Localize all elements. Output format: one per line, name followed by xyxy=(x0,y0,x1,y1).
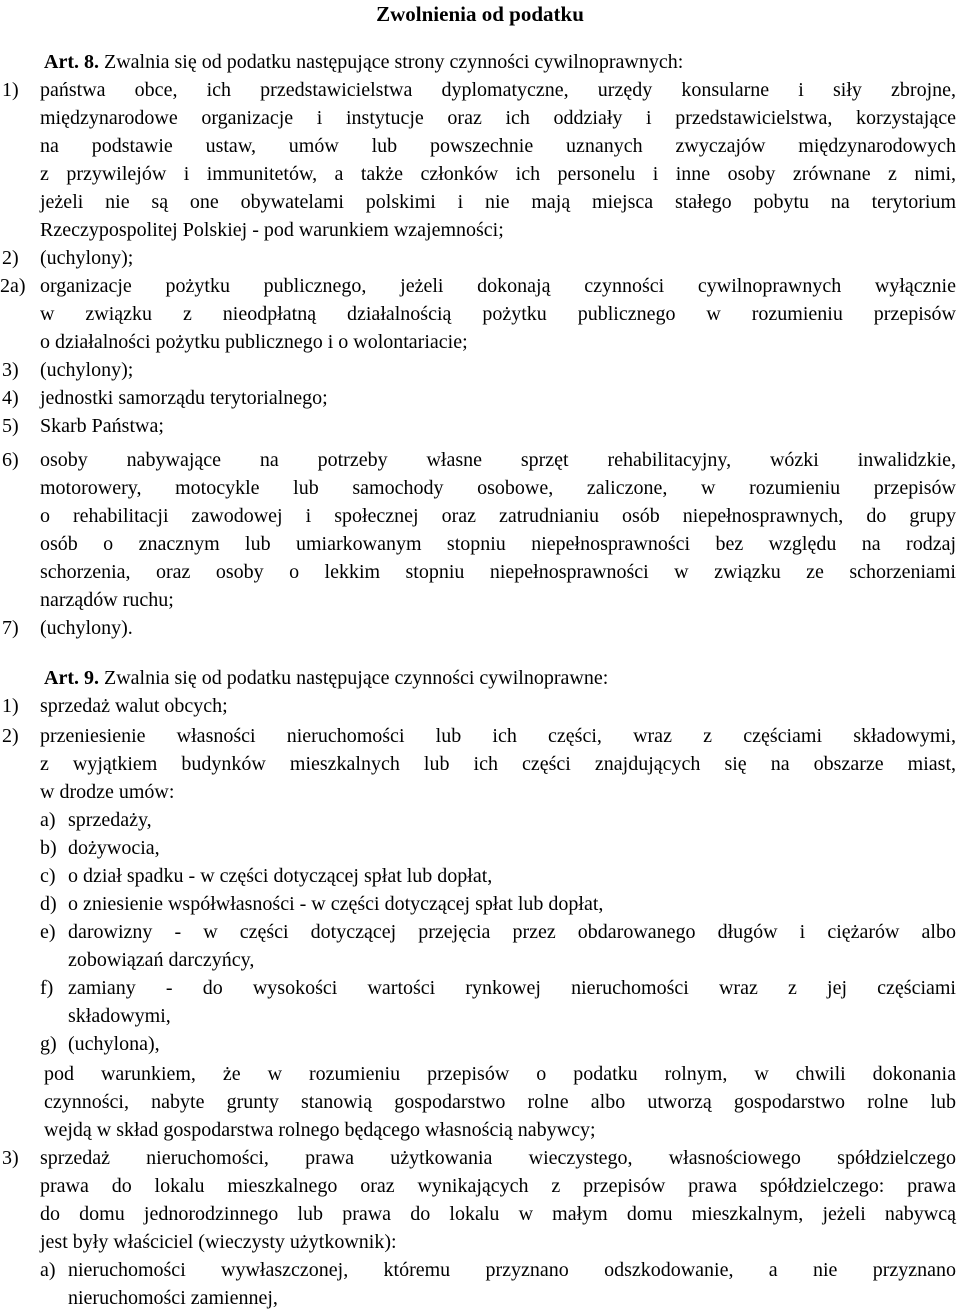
text-line: w drodze umów: xyxy=(40,781,175,803)
text-line: o działalności pożytku publicznego i o wolontariacie; xyxy=(40,331,468,353)
item-number: 1) xyxy=(2,79,19,101)
item-number: a) xyxy=(40,1259,56,1281)
text-line: czynności, nabyte grunty stanowią gospodarstwo rolne albo utworzą gospodarstwo rolne lub xyxy=(44,1091,956,1113)
item-text xyxy=(68,834,956,862)
text-line: prawa do lokalu mieszkalnego oraz wynikających z przepisów prawa spółdzielczego: prawa xyxy=(40,1175,956,1197)
text-line: zobowiązań darczyńcy, xyxy=(68,949,255,971)
text-line: w związku z nieodpłatną działalnością pożytku publicznego w rozumieniu przepisów xyxy=(40,303,956,325)
text-line: o rehabilitacji zawodowej i społecznej oraz zatrudnianiu osób niepełnosprawnych, do grupy xyxy=(40,505,956,527)
text-line: międzynarodowe organizacje i instytucje oraz ich oddziały i przedstawicielstwa, korzystające xyxy=(40,107,956,129)
text-line: z przywilejów i immunitetów, a także członków ich personelu i inne osoby zrównane z nimi, xyxy=(40,163,956,185)
text-line: schorzenia, oraz osoby o lekkim stopniu niepełnosprawności w związku ze schorzeniami xyxy=(40,561,956,583)
text-line: jednostki samorządu terytorialnego; xyxy=(40,387,328,409)
text-line: organizacje pożytku publicznego, jeżeli dokonają czynności cywilnoprawnych wyłącznie xyxy=(40,275,956,297)
item-number: 3) xyxy=(2,359,19,381)
item-number: 1) xyxy=(2,695,19,717)
text-line: o dział spadku - w części dotyczącej spłat lub dopłat, xyxy=(68,865,493,887)
text-line: narządów ruchu; xyxy=(40,589,174,611)
item-text xyxy=(40,76,956,244)
item-number: 7) xyxy=(2,617,19,639)
text-line: (uchylony). xyxy=(40,617,133,639)
item-text xyxy=(40,614,956,642)
article-9-item-2-continuation xyxy=(44,1060,956,1144)
item-number: e) xyxy=(40,921,56,943)
item-text xyxy=(40,446,956,614)
item-text xyxy=(40,384,956,412)
article-9-heading xyxy=(0,664,956,692)
text-line: sprzedaż walut obcych; xyxy=(40,695,228,717)
text-line: motorowery, motocykle lub samochody osobowe, zaliczone, w rozumieniu przepisów xyxy=(40,477,956,499)
item-number: 2) xyxy=(2,247,19,269)
article-8-intro: Zwalnia się od podatku następujące strony czynności cywilnoprawnych: xyxy=(103,51,684,73)
item-text xyxy=(40,722,956,806)
text-line: nieruchomości zamiennej, xyxy=(68,1287,278,1309)
item-text xyxy=(40,356,956,384)
item-number: 2) xyxy=(2,725,19,747)
text-line: darowizny - w części dotyczącej przejęcia przez obdarowanego długów i ciężarów albo xyxy=(68,921,956,943)
text-line: do domu jednorodzinnego lub prawa do lokalu w małym domu mieszkalnym, jeżeli nabywcą xyxy=(40,1203,956,1225)
text-line: nieruchomości wywłaszczonej, któremu przyznano odszkodowanie, a nie przyznano xyxy=(68,1259,956,1281)
text-line: jest były właściciel (wieczysty użytkownik): xyxy=(40,1231,397,1253)
item-number: 6) xyxy=(2,449,19,471)
item-number: b) xyxy=(40,837,57,859)
article-9-label: Art. 9. xyxy=(44,667,99,689)
item-number: 5) xyxy=(2,415,19,437)
item-text xyxy=(68,862,956,890)
article-8-heading xyxy=(0,48,956,76)
item-number: 4) xyxy=(2,387,19,409)
item-text xyxy=(68,974,956,1030)
text-line: Rzeczypospolitej Polskiej - pod warunkiem wzajemności; xyxy=(40,219,504,241)
item-text xyxy=(68,918,956,974)
item-number: 2a) xyxy=(0,275,26,297)
article-9-intro: Zwalnia się od podatku następujące czynności cywilnoprawne: xyxy=(103,667,609,689)
text-line: zamiany - do wysokości wartości rynkowej nieruchomości wraz z jej częściami xyxy=(68,977,956,999)
item-number: d) xyxy=(40,893,57,915)
text-line: sprzedaży, xyxy=(68,809,152,831)
item-number: g) xyxy=(40,1033,57,1055)
item-number: a) xyxy=(40,809,56,831)
item-text xyxy=(68,1256,956,1312)
item-text xyxy=(40,272,956,356)
item-text xyxy=(40,692,956,720)
text-line: na podstawie ustaw, umów lub powszechnie uznanych zwyczajów międzynarodowych xyxy=(40,135,956,157)
item-text xyxy=(68,890,956,918)
item-number: f) xyxy=(40,977,54,999)
text-line: o zniesienie współwłasności - w części dotyczącej spłat lub dopłat, xyxy=(68,893,604,915)
document-title: Zwolnienia od podatku xyxy=(376,2,584,26)
item-number: c) xyxy=(40,865,56,887)
text-line: z wyjątkiem budynków mieszkalnych lub ich części znajdujących się na obszarze miast, xyxy=(40,753,956,775)
text-line: osób o znacznym lub umiarkowanym stopniu niepełnosprawności bez względu na rodzaj xyxy=(40,533,956,555)
item-text xyxy=(40,244,956,272)
text-line: jeżeli nie są one obywatelami polskimi i nie mają miejsca stałego pobytu na terytorium xyxy=(40,191,956,213)
text-line: osoby nabywające na potrzeby własne sprzęt rehabilitacyjny, wózki inwalidzkie, xyxy=(40,449,956,471)
text-line: składowymi, xyxy=(68,1005,171,1027)
text-line: Skarb Państwa; xyxy=(40,415,164,437)
item-text xyxy=(68,806,956,834)
item-text xyxy=(40,412,956,440)
text-line: (uchylony); xyxy=(40,247,134,269)
text-line: (uchylony); xyxy=(40,359,134,381)
text-line: pod warunkiem, że w rozumieniu przepisów o podatku rolnym, w chwili dokonania xyxy=(44,1063,956,1085)
text-line: dożywocia, xyxy=(68,837,160,859)
text-line: przeniesienie własności nieruchomości lub ich części, wraz z częściami składowymi, xyxy=(40,725,956,747)
item-text xyxy=(68,1030,956,1058)
text-line: sprzedaż nieruchomości, prawa użytkowania wieczystego, własnościowego spółdzielczego xyxy=(40,1147,956,1169)
item-number: 3) xyxy=(2,1147,19,1169)
text-line: państwa obce, ich przedstawicielstwa dyplomatyczne, urzędy konsularne i siły zbrojne, xyxy=(40,79,956,101)
text-line: (uchylona), xyxy=(68,1033,160,1055)
article-8-label: Art. 8. xyxy=(44,51,99,73)
text-line: wejdą w skład gospodarstwa rolnego będącego własnością nabywcy; xyxy=(44,1119,596,1141)
item-text xyxy=(40,1144,956,1256)
